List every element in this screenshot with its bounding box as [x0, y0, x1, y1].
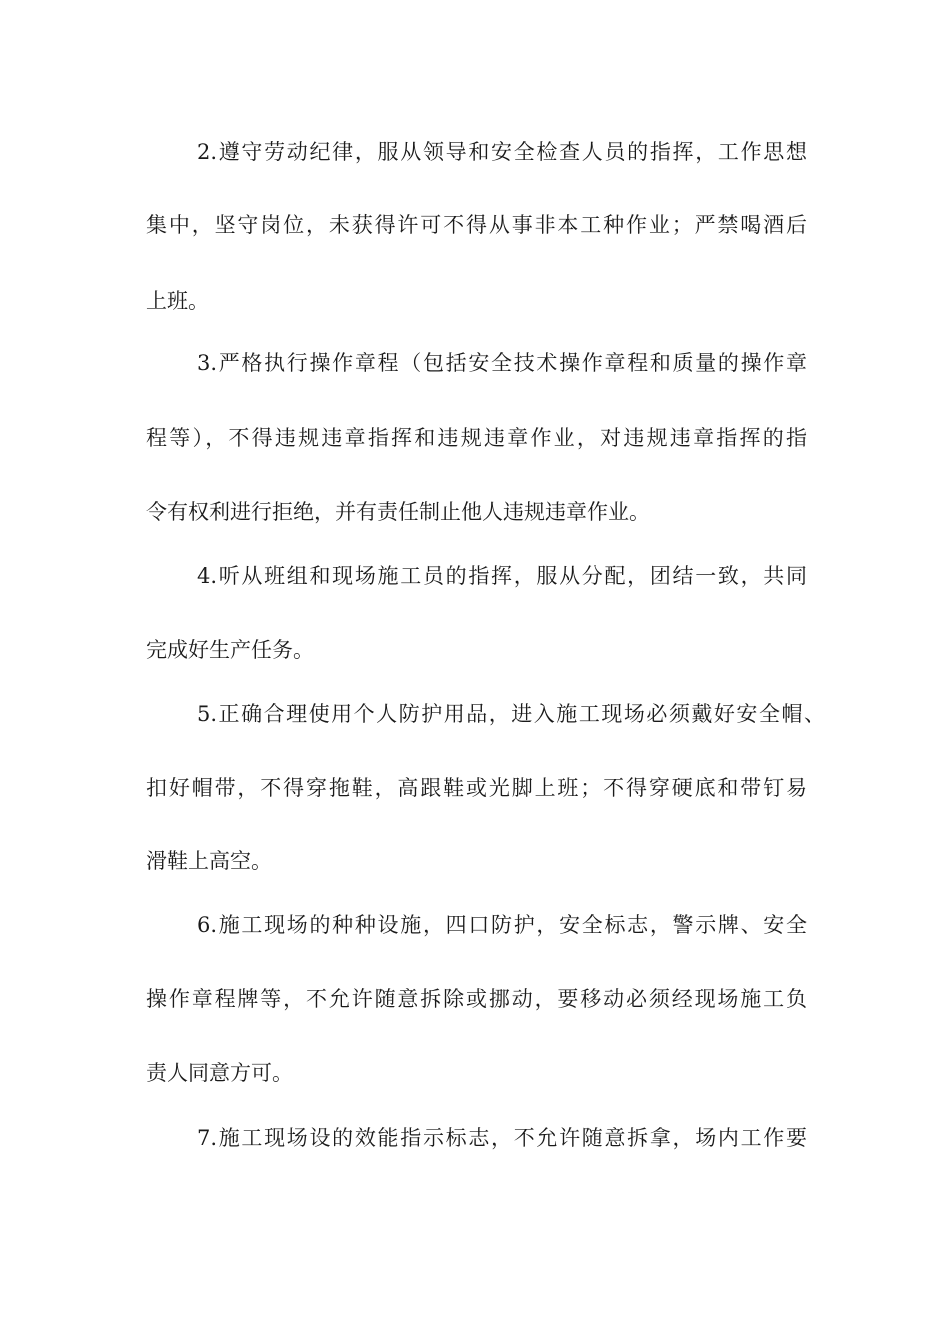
paragraph-2-line-1: 2.遵守劳动纪律，服从领导和安全检查人员的指挥，工作思想	[197, 140, 807, 164]
paragraph-2-line-3: 上班。	[146, 289, 209, 313]
paragraph-4-line-1: 4.听从班组和现场施工员的指挥，服从分配，团结一致，共同	[197, 564, 807, 588]
paragraph-4-line-2: 完成好生产任务。	[146, 638, 314, 662]
paragraph-5-line-3: 滑鞋上高空。	[146, 849, 272, 873]
paragraph-3-line-3: 令有权利进行拒绝，并有责任制止他人违规违章作业。	[146, 500, 650, 524]
paragraph-3-line-1: 3.严格执行操作章程（包括安全技术操作章程和质量的操作章	[197, 351, 807, 375]
paragraph-6-line-1: 6.施工现场的种种设施，四口防护，安全标志，警示牌、安全	[197, 913, 807, 937]
paragraph-2-line-2: 集中，坚守岗位，未获得许可不得从事非本工种作业；严禁喝酒后	[146, 213, 807, 237]
paragraph-6-line-2: 操作章程牌等，不允许随意拆除或挪动，要移动必须经现场施工负	[146, 987, 807, 1011]
paragraph-6-line-3: 责人同意方可。	[146, 1061, 293, 1085]
paragraph-7-line-1: 7.施工现场设的效能指示标志，不允许随意拆拿，场内工作要	[197, 1126, 807, 1150]
paragraph-5-line-2: 扣好帽带，不得穿拖鞋，高跟鞋或光脚上班；不得穿硬底和带钉易	[146, 776, 807, 800]
paragraph-3-line-2: 程等），不得违规违章指挥和违规违章作业，对违规违章指挥的指	[146, 426, 807, 450]
paragraph-5-line-1: 5.正确合理使用个人防护用品，进入施工现场必须戴好安全帽、	[197, 702, 825, 726]
